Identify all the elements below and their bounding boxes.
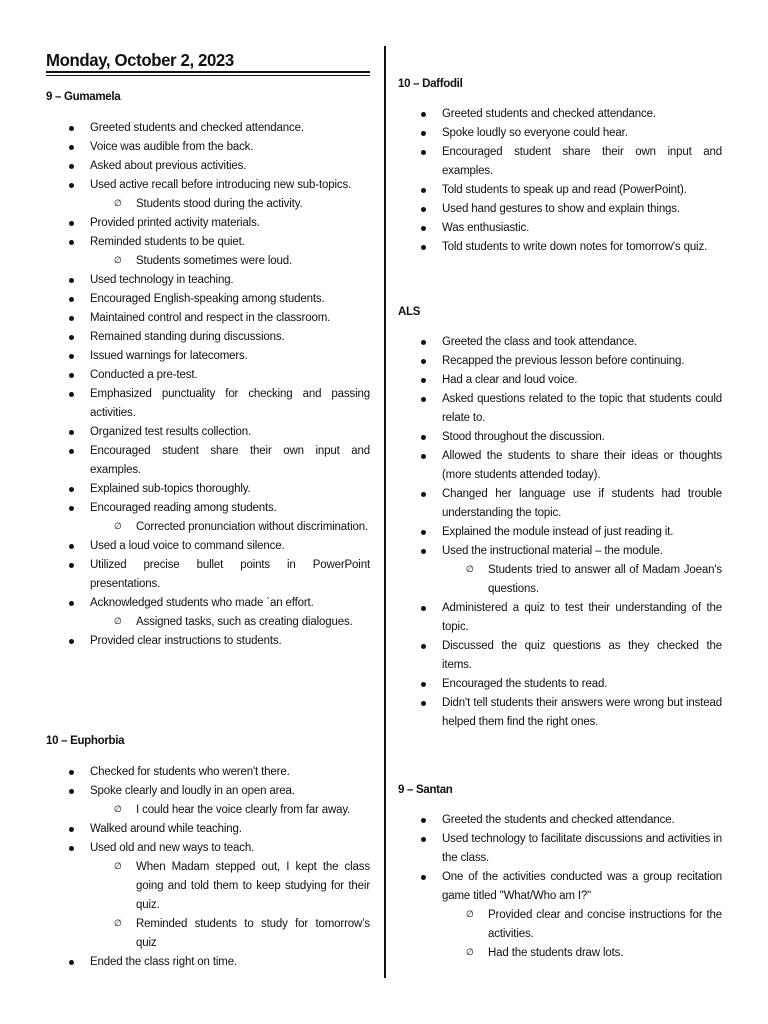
list-item: Explained the module instead of just reading it. — [398, 523, 722, 542]
list-item: Maintained control and respect in the classroom. — [46, 309, 370, 328]
list-item: Administered a quiz to test their understanding of the topic. — [398, 599, 722, 637]
section-euphorbia — [46, 733, 370, 972]
list-item: Changed her language use if students had trouble understanding the topic. — [398, 485, 722, 523]
list-item: Told students to write down notes for tomorrow's quiz. — [398, 238, 722, 257]
list-item: Used active recall before introducing new sub-topics. — [46, 176, 370, 195]
sub-list-item: ∅ Students sometimes were loud. — [46, 252, 370, 271]
section-heading: 9 – Santan — [398, 784, 453, 796]
section-heading: 9 – Gumamela — [46, 91, 121, 103]
item-list — [398, 811, 722, 963]
list-item: Didn't tell students their answers were wrong but instead helped them find the right ones. — [398, 694, 722, 732]
list-item: Provided printed activity materials. — [46, 214, 370, 233]
list-item: Issued warnings for latecomers. — [46, 347, 370, 366]
list-item: Asked questions related to the topic that students could relate to. — [398, 390, 722, 428]
list-item: Conducted a pre-test. — [46, 366, 370, 385]
list-item: Encouraged student share their own input and examples. — [46, 442, 370, 480]
list-item: Encouraged reading among students. — [46, 499, 370, 518]
sub-list-item: ∅ Reminded students to study for tomorrow’s quiz — [46, 915, 370, 953]
sub-list-item: ∅ When Madam stepped out, I kept the class going and told them to keep studying for their quiz. — [46, 858, 370, 915]
list-item: Utilized precise bullet points in PowerPoint presentations. — [46, 556, 370, 594]
list-item: Encouraged the students to read. — [398, 675, 722, 694]
title-rule-thin — [46, 75, 370, 76]
list-item: Emphasized punctuality for checking and passing activities. — [46, 385, 370, 423]
list-item: Spoke clearly and loudly in an open area. — [46, 782, 370, 801]
section-gumamela — [46, 89, 370, 651]
list-item: Voice was audible from the back. — [46, 138, 370, 157]
sub-list-item: ∅ Had the students draw lots. — [398, 944, 722, 963]
list-item: Ended the class right on time. — [46, 953, 370, 972]
section-daffodil — [398, 76, 722, 257]
right-column — [398, 0, 722, 1024]
list-item: Explained sub-topics thoroughly. — [46, 480, 370, 499]
sub-list-item: ∅ Students stood during the activity. — [46, 195, 370, 214]
list-item: Walked around while teaching. — [46, 820, 370, 839]
title-rule — [46, 71, 370, 73]
list-item: Reminded students to be quiet. — [46, 233, 370, 252]
sub-list-item: ∅ Students tried to answer all of Madam Joean's questions. — [398, 561, 722, 599]
list-item: Organized test results collection. — [46, 423, 370, 442]
item-list — [46, 119, 370, 651]
column-divider — [384, 46, 386, 978]
sub-list-item: ∅ I could hear the voice clearly from far away. — [46, 801, 370, 820]
list-item: Discussed the quiz questions as they checked the items. — [398, 637, 722, 675]
list-item: Encouraged student share their own input and examples. — [398, 143, 722, 181]
list-item: Greeted students and checked attendance. — [46, 119, 370, 138]
page-title: Monday, October 2, 2023 — [46, 50, 234, 70]
list-item: Allowed the students to share their ideas or thoughts (more students attended today). — [398, 447, 722, 485]
list-item: Used old and new ways to teach. — [46, 839, 370, 858]
sub-list-item: ∅ Corrected pronunciation without discrimination. — [46, 518, 370, 537]
item-list — [398, 105, 722, 257]
item-list — [46, 763, 370, 972]
list-item: Greeted the students and checked attendance. — [398, 811, 722, 830]
list-item: Used hand gestures to show and explain things. — [398, 200, 722, 219]
sub-list-item: ∅ Provided clear and concise instructions for the activities. — [398, 906, 722, 944]
list-item: Checked for students who weren't there. — [46, 763, 370, 782]
list-item: Used technology to facilitate discussions and activities in the class. — [398, 830, 722, 868]
list-item: Stood throughout the discussion. — [398, 428, 722, 447]
list-item: Greeted students and checked attendance. — [398, 105, 722, 124]
section-heading: 10 – Euphorbia — [46, 735, 125, 747]
list-item: Recapped the previous lesson before continuing. — [398, 352, 722, 371]
list-item: Remained standing during discussions. — [46, 328, 370, 347]
list-item: Told students to speak up and read (PowerPoint). — [398, 181, 722, 200]
left-column — [46, 0, 370, 1024]
section-heading: 10 – Daffodil — [398, 78, 463, 90]
list-item: Asked about previous activities. — [46, 157, 370, 176]
section-als — [398, 304, 722, 732]
sub-list-item: ∅ Assigned tasks, such as creating dialogues. — [46, 613, 370, 632]
list-item: Greeted the class and took attendance. — [398, 333, 722, 352]
list-item: One of the activities conducted was a group recitation game titled "What/Who am I?" — [398, 868, 722, 906]
list-item: Was enthusiastic. — [398, 219, 722, 238]
item-list — [398, 333, 722, 732]
list-item: Had a clear and loud voice. — [398, 371, 722, 390]
section-heading: ALS — [398, 306, 421, 318]
list-item: Used technology in teaching. — [46, 271, 370, 290]
section-santan — [398, 782, 722, 963]
list-item: Used the instructional material – the module. — [398, 542, 722, 561]
list-item: Spoke loudly so everyone could hear. — [398, 124, 722, 143]
list-item: Acknowledged students who made `an effort. — [46, 594, 370, 613]
list-item: Encouraged English-speaking among students. — [46, 290, 370, 309]
list-item: Used a loud voice to command silence. — [46, 537, 370, 556]
list-item: Provided clear instructions to students. — [46, 632, 370, 651]
